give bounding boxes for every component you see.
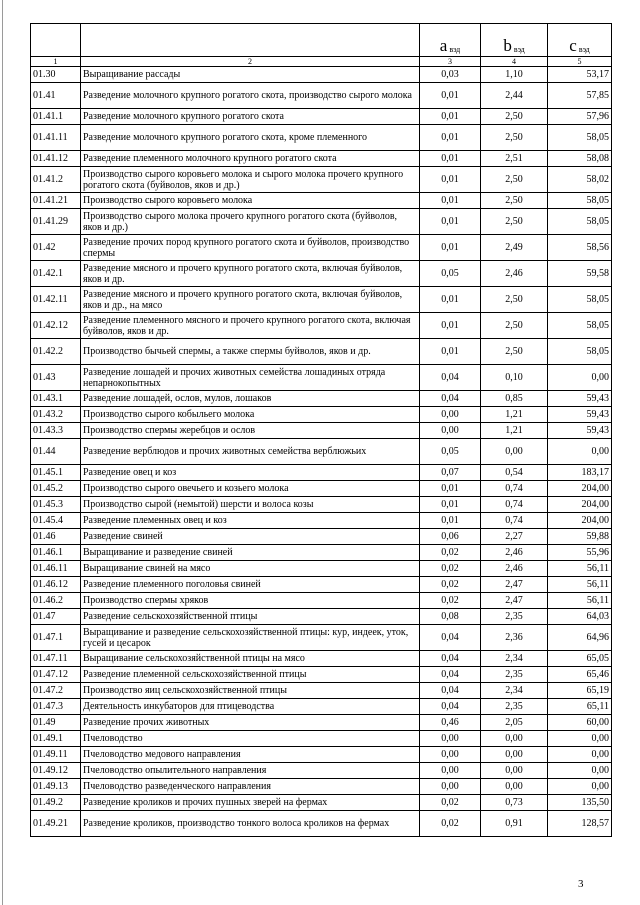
coefficient-b-cell: 2,47 (481, 593, 548, 609)
table-row (31, 481, 612, 497)
coefficient-b-cell: 0,74 (481, 481, 548, 497)
coefficient-b-cell: 2,27 (481, 529, 548, 545)
activity-name-cell: Разведение мясного и прочего крупного рогатого скота, включая буйволов, яков и др., на мясо (81, 287, 420, 313)
coefficient-b-cell: 2,50 (481, 125, 548, 151)
coefficient-c-cell: 59,43 (548, 407, 612, 423)
coefficient-c-cell: 60,00 (548, 715, 612, 731)
activity-name-cell: Разведение молочного крупного рогатого скота, производство сырого молока (81, 83, 420, 109)
table-row (31, 151, 612, 167)
header-a-subscript: вэд (449, 45, 461, 54)
table-row (31, 465, 612, 481)
okved-code-cell: 01.43.2 (31, 407, 81, 423)
coefficient-a-cell: 0,03 (420, 67, 481, 83)
coefficient-a-cell: 0,05 (420, 261, 481, 287)
coefficient-c-cell: 56,11 (548, 561, 612, 577)
column-number: 1 (31, 57, 81, 67)
okved-code-cell: 01.41.1 (31, 109, 81, 125)
okved-code-cell: 01.44 (31, 439, 81, 465)
okved-code-cell: 01.41 (31, 83, 81, 109)
coefficient-a-cell: 0,06 (420, 529, 481, 545)
table-row (31, 763, 612, 779)
coefficient-a-cell: 0,04 (420, 651, 481, 667)
coefficient-c-cell: 59,58 (548, 261, 612, 287)
table-row (31, 779, 612, 795)
okved-code-cell: 01.41.2 (31, 167, 81, 193)
coefficient-c-cell: 128,57 (548, 811, 612, 837)
coefficient-a-cell: 0,02 (420, 795, 481, 811)
coefficient-b-cell: 0,74 (481, 497, 548, 513)
table-header-row (31, 24, 612, 57)
coefficient-b-cell: 2,51 (481, 151, 548, 167)
coefficient-b-cell: 2,34 (481, 651, 548, 667)
coefficient-c-cell: 58,05 (548, 209, 612, 235)
coefficient-b-cell: 0,54 (481, 465, 548, 481)
header-a-cell (420, 24, 481, 57)
okved-code-cell: 01.41.12 (31, 151, 81, 167)
activity-name-cell: Производство сырого молока прочего крупного рогатого скота (буйволов, яков и др.) (81, 209, 420, 235)
coefficient-b-cell: 2,46 (481, 545, 548, 561)
activity-name-cell: Производство спермы хряков (81, 593, 420, 609)
table-row (31, 731, 612, 747)
coefficient-a-cell: 0,01 (420, 313, 481, 339)
okved-code-cell: 01.42.11 (31, 287, 81, 313)
table-row (31, 167, 612, 193)
header-code-cell (31, 24, 81, 57)
coefficient-a-cell: 0,01 (420, 167, 481, 193)
activity-name-cell: Выращивание и разведение свиней (81, 545, 420, 561)
coefficient-c-cell: 58,05 (548, 125, 612, 151)
coefficient-b-cell: 2,50 (481, 167, 548, 193)
coefficient-c-cell: 204,00 (548, 513, 612, 529)
activity-name-cell: Разведение племенного мясного и прочего крупного рогатого скота, включая буйволов, яков и др. (81, 313, 420, 339)
coefficient-b-cell: 0,74 (481, 513, 548, 529)
coefficient-a-cell: 0,04 (420, 699, 481, 715)
coefficient-a-cell: 0,01 (420, 287, 481, 313)
coefficient-c-cell: 55,96 (548, 545, 612, 561)
coefficient-c-cell: 65,46 (548, 667, 612, 683)
coefficient-c-cell: 57,96 (548, 109, 612, 125)
coefficient-c-cell: 58,05 (548, 287, 612, 313)
table-row (31, 193, 612, 209)
okved-code-cell: 01.46.12 (31, 577, 81, 593)
coefficient-b-cell: 0,00 (481, 763, 548, 779)
okved-code-cell: 01.47.2 (31, 683, 81, 699)
table-row (31, 423, 612, 439)
activity-name-cell: Производство сырого коровьего молока и сырого молока прочего крупного рогатого скота (буйволов, яков и др.) (81, 167, 420, 193)
coefficient-a-cell: 0,01 (420, 209, 481, 235)
activity-name-cell: Выращивание и разведение сельскохозяйственной птицы: кур, индеек, уток, гусей и цесарок (81, 625, 420, 651)
coefficient-b-cell: 0,00 (481, 439, 548, 465)
activity-name-cell: Выращивание рассады (81, 67, 420, 83)
table-row (31, 529, 612, 545)
okved-code-cell: 01.46.1 (31, 545, 81, 561)
okved-code-cell: 01.43 (31, 365, 81, 391)
coefficient-b-cell: 2,44 (481, 83, 548, 109)
table-row (31, 313, 612, 339)
table-row (31, 699, 612, 715)
coefficient-b-cell: 0,85 (481, 391, 548, 407)
activity-name-cell: Разведение молочного крупного рогатого скота (81, 109, 420, 125)
activity-name-cell: Производство бычьей спермы, а также спермы буйволов, яков и др. (81, 339, 420, 365)
coefficient-c-cell: 0,00 (548, 731, 612, 747)
coefficient-c-cell: 204,00 (548, 481, 612, 497)
table-row (31, 391, 612, 407)
coefficient-a-cell: 0,00 (420, 779, 481, 795)
table-row (31, 209, 612, 235)
table-row (31, 287, 612, 313)
table-row (31, 439, 612, 465)
activity-name-cell: Разведение сельскохозяйственной птицы (81, 609, 420, 625)
coefficient-a-cell: 0,00 (420, 407, 481, 423)
column-number: 4 (481, 57, 548, 67)
coefficient-c-cell: 64,03 (548, 609, 612, 625)
okved-code-cell: 01.47.12 (31, 667, 81, 683)
coefficient-c-cell: 58,05 (548, 313, 612, 339)
header-c-label: c (569, 36, 577, 55)
column-number: 2 (81, 57, 420, 67)
activity-name-cell: Разведение племенной сельскохозяйственной птицы (81, 667, 420, 683)
coefficient-b-cell: 2,35 (481, 699, 548, 715)
activity-name-cell: Разведение лошадей и прочих животных семейства лошадиных отряда непарнокопытных (81, 365, 420, 391)
coefficient-b-cell: 1,21 (481, 407, 548, 423)
okved-code-cell: 01.41.11 (31, 125, 81, 151)
coefficient-b-cell: 2,35 (481, 609, 548, 625)
coefficient-b-cell: 2,49 (481, 235, 548, 261)
okved-code-cell: 01.42 (31, 235, 81, 261)
coefficient-c-cell: 58,08 (548, 151, 612, 167)
coefficient-a-cell: 0,01 (420, 83, 481, 109)
activity-name-cell: Разведение кроликов и прочих пушных зверей на фермах (81, 795, 420, 811)
table-row (31, 109, 612, 125)
coefficient-b-cell: 2,50 (481, 193, 548, 209)
coefficient-a-cell: 0,07 (420, 465, 481, 481)
okved-code-cell: 01.47.11 (31, 651, 81, 667)
coefficient-b-cell: 0,91 (481, 811, 548, 837)
coefficient-c-cell: 65,19 (548, 683, 612, 699)
activity-name-cell: Производство сырого коровьего молока (81, 193, 420, 209)
activity-name-cell: Разведение свиней (81, 529, 420, 545)
activity-name-cell: Разведение мясного и прочего крупного рогатого скота, включая буйволов, яков и др. (81, 261, 420, 287)
table-row (31, 67, 612, 83)
coefficient-b-cell: 2,05 (481, 715, 548, 731)
coefficient-a-cell: 0,02 (420, 561, 481, 577)
activity-name-cell: Производство спермы жеребцов и ослов (81, 423, 420, 439)
coefficient-c-cell: 58,05 (548, 193, 612, 209)
table-row (31, 795, 612, 811)
coefficient-c-cell: 0,00 (548, 439, 612, 465)
coefficient-b-cell: 2,50 (481, 339, 548, 365)
okved-code-cell: 01.42.2 (31, 339, 81, 365)
coefficient-a-cell: 0,00 (420, 423, 481, 439)
activity-name-cell: Разведение лошадей, ослов, мулов, лошаков (81, 391, 420, 407)
okved-code-cell: 01.49.2 (31, 795, 81, 811)
coefficient-c-cell: 56,11 (548, 577, 612, 593)
okved-code-cell: 01.49.21 (31, 811, 81, 837)
coefficient-b-cell: 2,50 (481, 209, 548, 235)
coefficient-a-cell: 0,01 (420, 339, 481, 365)
activity-name-cell: Разведение прочих пород крупного рогатого скота и буйволов, производство спермы (81, 235, 420, 261)
coefficient-a-cell: 0,05 (420, 439, 481, 465)
coefficient-c-cell: 135,50 (548, 795, 612, 811)
coefficient-b-cell: 2,46 (481, 261, 548, 287)
header-name-cell (81, 24, 420, 57)
coefficient-c-cell: 58,02 (548, 167, 612, 193)
activity-name-cell: Разведение племенного поголовья свиней (81, 577, 420, 593)
activity-name-cell: Пчеловодство (81, 731, 420, 747)
coefficient-c-cell: 0,00 (548, 365, 612, 391)
coefficient-a-cell: 0,04 (420, 667, 481, 683)
coefficient-a-cell: 0,01 (420, 193, 481, 209)
okved-code-cell: 01.49.12 (31, 763, 81, 779)
okved-code-cell: 01.45.4 (31, 513, 81, 529)
table-row (31, 261, 612, 287)
coefficient-c-cell: 204,00 (548, 497, 612, 513)
coefficient-c-cell: 0,00 (548, 779, 612, 795)
okved-code-cell: 01.49.1 (31, 731, 81, 747)
okved-code-cell: 01.47.1 (31, 625, 81, 651)
table-row (31, 609, 612, 625)
coefficient-c-cell: 0,00 (548, 763, 612, 779)
activity-name-cell: Разведение племенного молочного крупного рогатого скота (81, 151, 420, 167)
coefficient-a-cell: 0,01 (420, 481, 481, 497)
coefficient-a-cell: 0,46 (420, 715, 481, 731)
coefficient-c-cell: 58,05 (548, 339, 612, 365)
coefficient-c-cell: 59,43 (548, 423, 612, 439)
table-row (31, 651, 612, 667)
coefficient-b-cell: 2,46 (481, 561, 548, 577)
header-c-cell (548, 24, 612, 57)
coefficient-b-cell: 2,50 (481, 313, 548, 339)
coefficient-b-cell: 2,50 (481, 287, 548, 313)
coefficient-b-cell: 1,21 (481, 423, 548, 439)
coefficient-b-cell: 0,00 (481, 747, 548, 763)
activity-name-cell: Разведение прочих животных (81, 715, 420, 731)
coefficient-a-cell: 0,04 (420, 365, 481, 391)
coefficient-c-cell: 59,43 (548, 391, 612, 407)
column-number-row (31, 57, 612, 67)
coefficient-b-cell: 2,36 (481, 625, 548, 651)
coefficient-c-cell: 57,85 (548, 83, 612, 109)
coefficient-b-cell: 1,10 (481, 67, 548, 83)
coefficient-a-cell: 0,02 (420, 811, 481, 837)
activity-name-cell: Производство яиц сельскохозяйственной птицы (81, 683, 420, 699)
table-row (31, 747, 612, 763)
table-row (31, 811, 612, 837)
coefficient-a-cell: 0,02 (420, 593, 481, 609)
okved-code-cell: 01.46.2 (31, 593, 81, 609)
header-c-subscript: вэд (578, 45, 590, 54)
coefficient-c-cell: 53,17 (548, 67, 612, 83)
coefficient-c-cell: 56,11 (548, 593, 612, 609)
activity-name-cell: Деятельность инкубаторов для птицеводства (81, 699, 420, 715)
header-b-subscript: вэд (513, 45, 525, 54)
table-row (31, 125, 612, 151)
okved-code-cell: 01.45.2 (31, 481, 81, 497)
table-row (31, 83, 612, 109)
coefficient-c-cell: 183,17 (548, 465, 612, 481)
coefficient-a-cell: 0,01 (420, 125, 481, 151)
activity-name-cell: Разведение кроликов, производство тонкого волоса кроликов на фермах (81, 811, 420, 837)
activity-name-cell: Производство сырого овечьего и козьего молока (81, 481, 420, 497)
activity-name-cell: Выращивание сельскохозяйственной птицы на мясо (81, 651, 420, 667)
coefficient-b-cell: 2,47 (481, 577, 548, 593)
okved-code-cell: 01.43.1 (31, 391, 81, 407)
activity-name-cell: Пчеловодство медового направления (81, 747, 420, 763)
okved-code-cell: 01.46 (31, 529, 81, 545)
activity-name-cell: Разведение верблюдов и прочих животных семейства верблюжьих (81, 439, 420, 465)
okved-code-cell: 01.43.3 (31, 423, 81, 439)
coefficient-a-cell: 0,00 (420, 747, 481, 763)
table-row (31, 513, 612, 529)
coefficient-b-cell: 0,00 (481, 731, 548, 747)
coefficient-c-cell: 59,88 (548, 529, 612, 545)
coefficient-a-cell: 0,01 (420, 235, 481, 261)
header-b-cell (481, 24, 548, 57)
coefficient-b-cell: 0,00 (481, 779, 548, 795)
okved-code-cell: 01.45.3 (31, 497, 81, 513)
coefficient-b-cell: 2,35 (481, 667, 548, 683)
okved-code-cell: 01.49.13 (31, 779, 81, 795)
coefficient-a-cell: 0,02 (420, 577, 481, 593)
table-row (31, 577, 612, 593)
okved-code-cell: 01.42.1 (31, 261, 81, 287)
coefficients-table (30, 23, 612, 837)
coefficient-a-cell: 0,08 (420, 609, 481, 625)
coefficient-b-cell: 0,10 (481, 365, 548, 391)
table-row (31, 545, 612, 561)
coefficient-a-cell: 0,04 (420, 683, 481, 699)
okved-code-cell: 01.46.11 (31, 561, 81, 577)
coefficient-c-cell: 65,11 (548, 699, 612, 715)
okved-code-cell: 01.47.3 (31, 699, 81, 715)
header-a-label: a (439, 36, 448, 55)
coefficient-a-cell: 0,04 (420, 625, 481, 651)
coefficient-c-cell: 0,00 (548, 747, 612, 763)
table-row (31, 235, 612, 261)
coefficient-a-cell: 0,00 (420, 731, 481, 747)
okved-code-cell: 01.49.11 (31, 747, 81, 763)
coefficient-c-cell: 58,56 (548, 235, 612, 261)
activity-name-cell: Разведение овец и коз (81, 465, 420, 481)
activity-name-cell: Разведение молочного крупного рогатого скота, кроме племенного (81, 125, 420, 151)
table-row (31, 593, 612, 609)
activity-name-cell: Пчеловодство опылительного направления (81, 763, 420, 779)
okved-code-cell: 01.49 (31, 715, 81, 731)
page-number: 3 (578, 878, 584, 890)
coefficient-a-cell: 0,04 (420, 391, 481, 407)
table-row (31, 365, 612, 391)
okved-code-cell: 01.41.21 (31, 193, 81, 209)
table-row (31, 497, 612, 513)
okved-code-cell: 01.42.12 (31, 313, 81, 339)
okved-code-cell: 01.30 (31, 67, 81, 83)
table-row (31, 715, 612, 731)
coefficient-a-cell: 0,02 (420, 545, 481, 561)
coefficient-a-cell: 0,01 (420, 513, 481, 529)
activity-name-cell: Производство сырого кобыльего молока (81, 407, 420, 423)
coefficient-a-cell: 0,01 (420, 497, 481, 513)
header-b-label: b (503, 36, 512, 55)
okved-code-cell: 01.45.1 (31, 465, 81, 481)
table-row (31, 683, 612, 699)
coefficient-b-cell: 0,73 (481, 795, 548, 811)
table-row (31, 625, 612, 651)
coefficient-b-cell: 2,50 (481, 109, 548, 125)
okved-code-cell: 01.47 (31, 609, 81, 625)
coefficient-a-cell: 0,01 (420, 109, 481, 125)
table-row (31, 407, 612, 423)
okved-code-cell: 01.41.29 (31, 209, 81, 235)
column-number: 3 (420, 57, 481, 67)
coefficient-a-cell: 0,01 (420, 151, 481, 167)
activity-name-cell: Выращивание свиней на мясо (81, 561, 420, 577)
activity-name-cell: Разведение племенных овец и коз (81, 513, 420, 529)
page-edge-line (2, 0, 3, 905)
activity-name-cell: Производство сырой (немытой) шерсти и волоса козы (81, 497, 420, 513)
column-number: 5 (548, 57, 612, 67)
coefficient-c-cell: 64,96 (548, 625, 612, 651)
table-row (31, 667, 612, 683)
coefficient-c-cell: 65,05 (548, 651, 612, 667)
activity-name-cell: Пчеловодство разведенческого направления (81, 779, 420, 795)
table-row (31, 339, 612, 365)
coefficient-b-cell: 2,34 (481, 683, 548, 699)
table-row (31, 561, 612, 577)
coefficient-a-cell: 0,00 (420, 763, 481, 779)
